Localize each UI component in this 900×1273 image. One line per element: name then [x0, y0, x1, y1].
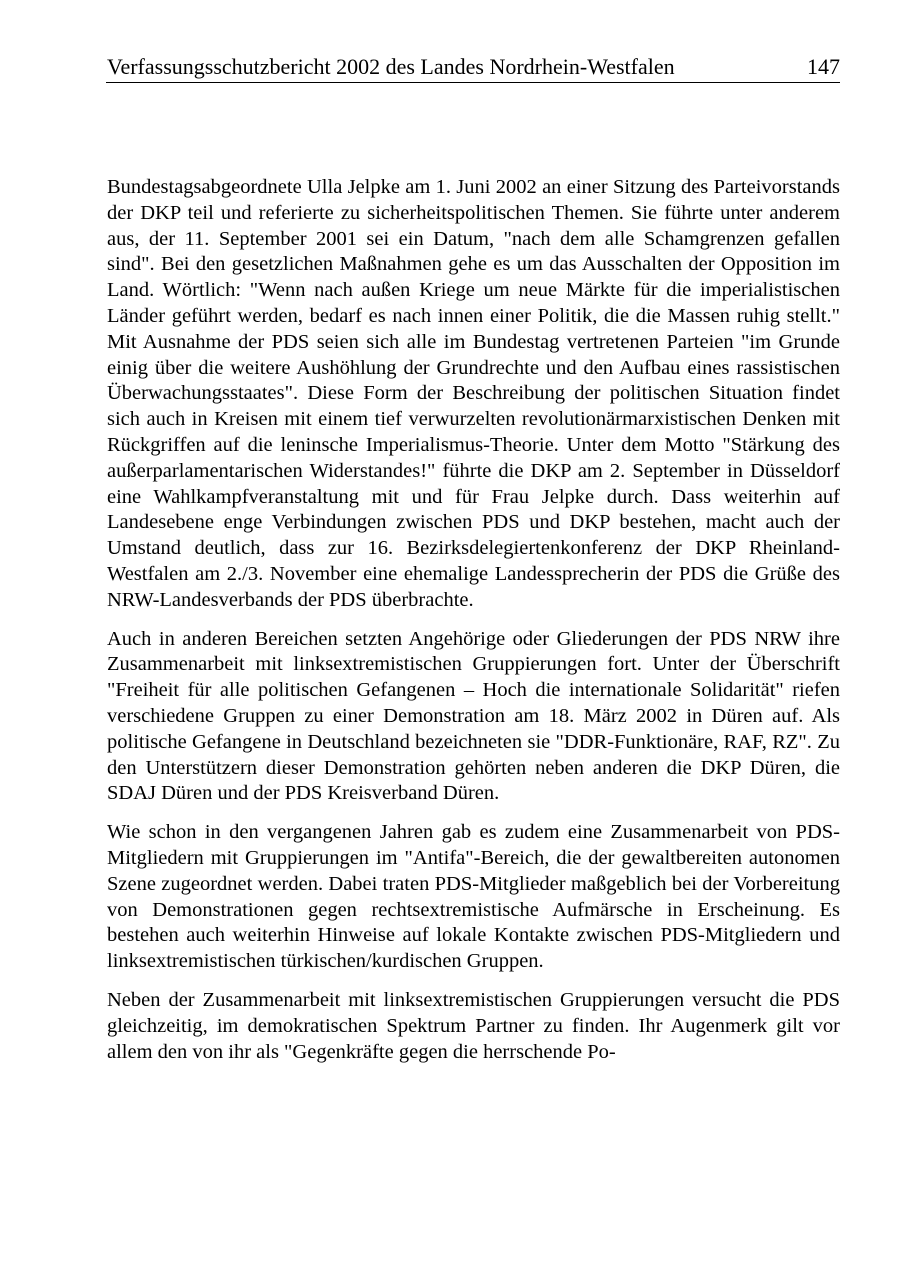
running-title: Verfassungsschutzbericht 2002 des Landes Nordrhein-Westfalen	[107, 54, 675, 79]
page-number: 147	[807, 54, 840, 79]
paragraph-democratic-partners: Neben der Zusammenarbeit mit linksextremistischen Gruppierungen versucht die PDS gleichzeitig, im demokratischen Spektrum Partner zu finden. Ihr Augenmerk gilt vor allem den von ihr als "Gegenkräfte gegen die herrschende Po-	[107, 988, 840, 1063]
paragraph-dueren-demonstration: Auch in anderen Bereichen setzten Angehörige oder Gliederungen der PDS NRW ihre Zusammenarbeit mit linksextremistischen Gruppierungen fort. Unter der Überschrift "Freiheit für alle politischen Gefangenen – Hoch die internationale Solidarität" riefen verschiedene Gruppen zu einer Demonstration am 18. März 2002 in Düren auf. Als politische Gefangene in Deutschland bezeichneten sie "DDR-Funktionäre, RAF, RZ". Zu den Unterstützern dieser Demonstration gehörten neben anderen die DKP Düren, die SDAJ Düren und der PDS Kreisverband Düren.	[107, 627, 840, 805]
body-text	[107, 175, 840, 1078]
page-header	[106, 52, 840, 83]
paragraph-antifa-cooperation: Wie schon in den vergangenen Jahren gab es zudem eine Zusammenarbeit von PDS-Mitgliedern mit Gruppierungen im "Antifa"-Bereich, die der gewaltbereiten autonomen Szene zugeordnet werden. Dabei traten PDS-Mitglieder maßgeblich bei der Vorbereitung von Demonstrationen gegen rechtsextremistische Aufmärsche in Erscheinung. Es bestehen auch weiterhin Hinweise auf lokale Kontakte zwischen PDS-Mitgliedern und linksextremistischen türkischen/kurdischen Gruppen.	[107, 821, 840, 973]
paragraph-jelpke-dkp: Bundestagsabgeordnete Ulla Jelpke am 1. Juni 2002 an einer Sitzung des Parteivorstands der DKP teil und referierte zu sicherheitspolitischen Themen. Sie führte unter anderem aus, der 11. September 2001 sei ein Datum, "nach dem alle Schamgrenzen gefallen sind". Bei den gesetzlichen Maßnahmen gehe es um das Ausschalten der Opposition im Land. Wörtlich: "Wenn nach außen Kriege um neue Märkte für die imperialistischen Länder geführt werden, bedarf es nach innen einer Politik, die die Massen ruhig stellt." Mit Ausnahme der PDS seien sich alle im Bundestag vertretenen Parteien "im Grunde einig über die weitere Aushöhlung der Grundrechte und den Aufbau eines rassistischen Überwachungsstaates". Diese Form der Beschreibung der politischen Situation findet sich auch in Kreisen mit einem tief verwurzelten revolutionärmarxistischen Denken mit Rückgriffen auf die leninsche Imperialismus-Theorie. Unter dem Motto "Stärkung des außerparlamentarischen Widerstandes!" führte die DKP am 2. September in Düsseldorf eine Wahlkampfveranstaltung mit und für Frau Jelpke durch. Dass weiterhin auf Landesebene enge Verbindungen zwischen PDS und DKP bestehen, macht auch der Umstand deutlich, dass zur 16. Bezirksdelegiertenkonferenz der DKP Rheinland-Westfalen am 2./3. November eine ehemalige Landessprecherin der PDS die Grüße des NRW-Landesverbands der PDS überbrachte.	[107, 176, 840, 611]
